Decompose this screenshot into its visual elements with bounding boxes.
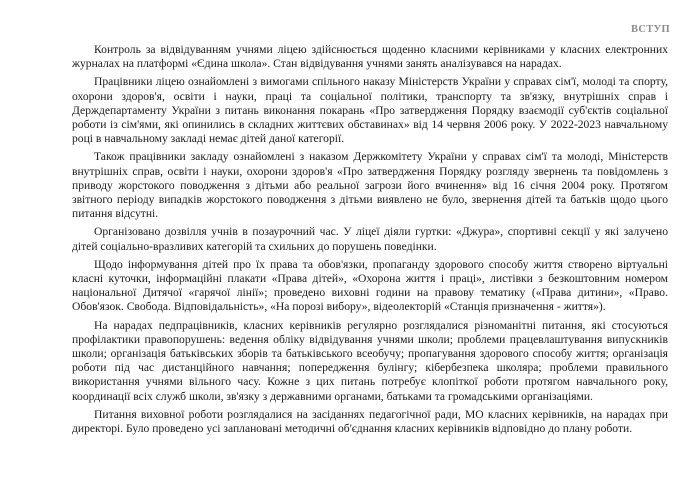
paragraph-leisure: Організовано дозвілля учнів в позаурочний час. У ліцеї діяли гуртки: «Джура», спортивні секції у які залучено дітей соціально-вразливих категорій та схильних до порушень поведінки. [72,225,668,253]
paragraph-rights-info: Щодо інформування дітей про їх права та обов'язки, пропаганду здорового способу життя створено віртуальні класні куточки, інформаційні плакати «Права дітей», «Охорона життя і праці», листівки з безкоштовним номером національної Дитячої «гарячої лінії»; проведено виховні години на правову тематику («Права дитини», «Право. Обов'язок. Свобода. Відповідальність», «На порозі вибору», відеолекторій «Станція призначення - життя»). [72,257,668,314]
document-body [72,43,668,440]
section-header: ВСТУП [631,24,670,35]
paragraph-pedagogical-council: Питання виховної роботи розглядалися на засіданнях педагогічної ради, МО класних керівників, на нарадах при директорі. Було проведено усі заплановані методичні об'єднання класних керівників відповідно до плану роботи. [72,407,668,436]
paragraph-joint-order: Працівники ліцею ознайомлені з вимогами спільного наказу Міністерств України у справах сім'ї, молоді та спорту, охорони здоров'я, освіти і науки, праці та соціальної політики, транспорту та зв'язку, внутрішніх справ і Держдепартаменту України з питань виконання покарань «Про затвердження Порядку взаємодії суб'єктів соціальної роботи із сім'ями, які опинились в складних життєвих обставинах» від 14 червня 2006 року. У 2022-2023 навчальному році в навчальному закладі немає дітей даної категорії. [72,75,668,146]
paragraph-meetings: На нарадах педпрацівників, класних керівників регулярно розглядалися різноманітні питання, які стосуються профілактики правопорушень: ведення обліку відвідування учнями школи; проблеми працевлаштування випускників школи; організація батьківських зборів та батьківського всеобучу; пропагування здорового способу життя; організація роботи під час дистанційного навчання; попередження булінгу; кібербезпека школяра; проблеми правильного використання учнями вільного часу. Кожне з цих питань потребує клопіткої роботи протягом навчального року, координації всіх служб школи, зв'язку з державними органами, батьками та громадськими організаціями. [72,318,668,403]
paragraph-abuse-order: Також працівники закладу ознайомлені з наказом Держкомітету України у справах сім'ї та молоді, Міністерств внутрішніх справ, освіти і науки, охорони здоров'я «Про затвердження Порядку розгляду звернень та повідомлень з приводу жорстокого поводження з дітьми або реальної загрози його вчинення» від 16 січня 2004 року. Протягом звітного періоду випадків жорстокого поводження з дітьми виявлено не було, звернення дітей та батьків щодо цього питання відсутні. [72,150,668,221]
paragraph-attendance: Контроль за відвідуванням учнями ліцею здійснюється щоденно класними керівниками у класних електронних журналах на платформі «Єдина школа». Стан відвідування учнями занять аналізувався на нарадах. [72,43,668,71]
